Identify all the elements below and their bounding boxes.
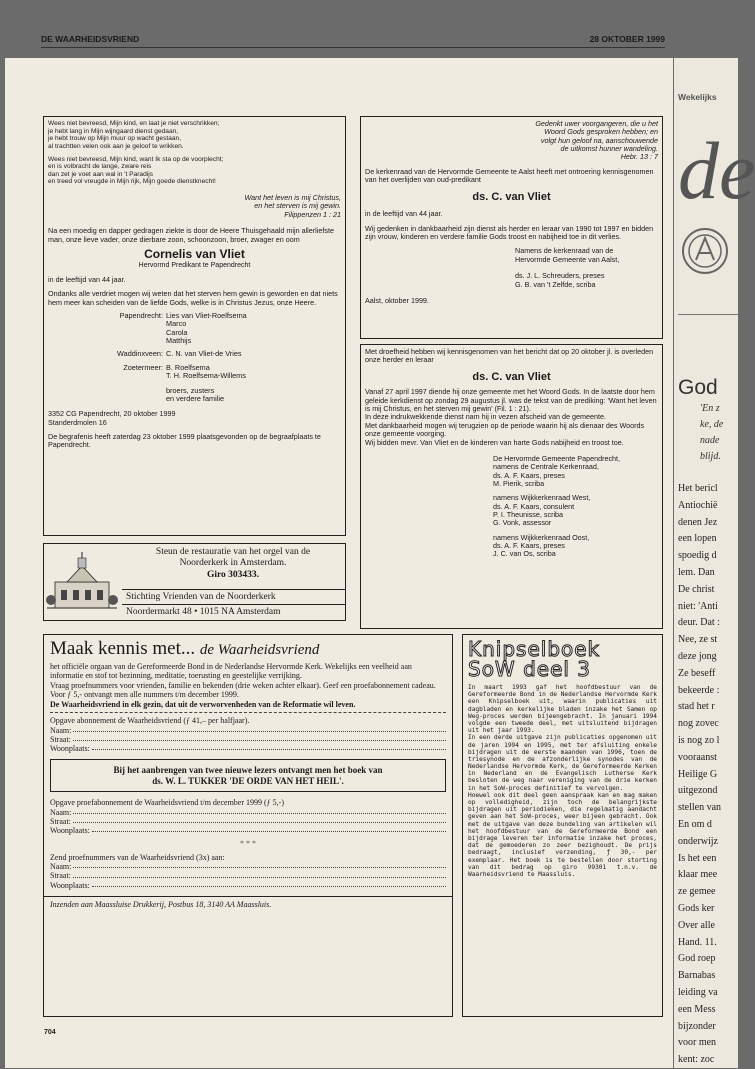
family-names: Lies van Vliet-Roelfsema Marco Carola Matthijs	[166, 310, 247, 346]
emblem-icon	[680, 226, 738, 281]
obituary-place-date: Aalst, oktober 1999.	[365, 295, 429, 305]
publication-name: DE WAARHEIDSVRIEND	[41, 34, 140, 44]
deceased-name: Cornelis van Vliet	[144, 246, 245, 261]
knipselboek-body: In maart 1993 gaf het hoofdbestuur van de Gereformeerde Bond in de Nederlandse Hervormde Kerk een Knipselboek uit, waarin publicaties uit dagbladen en kerkelijke bladen inzake het Samen op Weg-proces werden bijeengebracht. In januari 1994 volgde een tweede deel, met uitsluitend bijdragen uit het jaar 1993. In een derde uitgave zijn publicaties opgenomen uit de jaren 1994 en 1995, met ter afsluiting enkele bijdragen uit de eerste maanden van 1996, toen de triesynode en de afzonderlijke synodes van de Nederlandse Hervormde Kerk, de Gereformeerde Kerken in Nederland en de Evangelisch Lutherse Kerk besloten de weg naar vereniging van de drie kerken in het SoW-proces definitief te vervolgen. Hoewel ook dit deel geen aanspraak kan en mag maken op volledigheid, zijn toch de belangrijkste bijdragen uit periodieken, die regelmatig aandacht geven aan het SoW-proces, weer bijeen gebracht. Ook met de uitgave van deze bundeling van artikelen wil het hoofdbestuur van de Gereformeerde Bond een bijdrage leveren ter informatie inzake het proces, dat de gemoederen zo zeer bezighoudt. De prijs bedraagt, inclusief verzending, ƒ 30,- per exemplaar. Het boek is te bestellen door storting van dit bedrag op giro 99301 t.n.v. de Waarheidsvriend te Maassluis.	[468, 684, 657, 878]
obituary-body: Vanaf 27 april 1997 diende hij onze gemeente met het Woord Gods. In de laatste door hem geleide kerkdienst op zondag 29 augustus jl. was de tekst van de prediking: 'Want het leven is mij Christus, en het sterven mij gewin' (Fil. 1 : 21). In deze indrukwekkende dienst nam hij in vezen afscheid van de gemeente. Met dankbaarheid mogen wij terugzien op de periode waarin hij als dienaar des Woords onze gemeente voorging. Wij bidden mevr. Van Vliet en de kinderen van harte Gods nabijheid en troost toe.	[365, 387, 657, 447]
street-field[interactable]	[50, 735, 446, 744]
bible-quote: Gedenkt uwer voorgangeren, die u het Woord Gods gesproken hebben; en volgt hun geloof na, aanschouwende de uitkomst hunner wandeling. Hebr. 13 : 7	[535, 119, 658, 162]
organ-line-2: Noorderkerk in Amsterdam.	[179, 558, 287, 569]
deceased-name: ds. C. van Vliet	[472, 191, 551, 204]
family-names: C. N. van Vliet-de Vries	[166, 349, 242, 359]
foundation-name: Stichting Vrienden van de Noorderkerk	[126, 592, 276, 602]
name-field[interactable]	[50, 726, 446, 735]
obituary-papendrecht	[360, 344, 663, 629]
family-names: B. Roelfsema T. H. Roelfsema-Willems	[166, 362, 246, 381]
obituary-address: 3352 CG Papendrecht, 20 oktober 1999 Standerdmolen 16	[48, 409, 176, 427]
knipselboek-title: Knipselboek	[468, 637, 601, 661]
promo-body: het officiële orgaan van de Gereformeerde Bond in de Nederlandse Hervormde Kerk. Wekelijks een veelheid aan informatie en stof tot bezinning, meditatie, toerusting en geestelijke verrijking. Vraag proefnummers voor vrienden, familie en bekenden (drie weken achter elkaar). Geef een proefabonnement cadeau. Voor ƒ 5,- ontvangt men alle nummers t/m december 1999.	[50, 661, 436, 700]
signatories: Namens de kerkenraad van de Hervormde Gemeente van Aalst, ds. J. L. Schreuders, preses G. B. van 't Zelfde, scriba	[515, 246, 620, 289]
obituary-aalst	[360, 116, 663, 339]
burial-notice: De begrafenis heeft zaterdag 23 oktober 1999 plaatsgevonden op de begraafplaats te Papendrecht.	[48, 432, 321, 450]
street-label: Straat:	[50, 734, 71, 744]
poem-stanza-1: Wees niet bevreesd, Mijn kind, en laat je niet verschrikken; je hebt lang in Mijn wijngaard dienst gedaan, je hebt trouw op Mijn muur op wacht gestaan, al trachtten velen ook aan je geloof te wrikken.	[48, 120, 220, 150]
family-place: Waddinxveen:	[117, 349, 163, 359]
family-names: broers, zusters en verdere familie	[166, 385, 224, 404]
family-place	[48, 387, 166, 404]
name-label: Naam:	[50, 862, 72, 872]
book-offer: Bij het aanbrengen van twee nieuwe lezers ontvangt men het boek van ds. W. L. TUKKER 'DE ORDE VAN HET HEIL'.	[50, 759, 446, 792]
obituary-intro: Na een moedig en dapper gedragen ziekte is door de Heere Thuisgehaald mijn allerliefste man, onze lieve vader, onze dierbare zoon, schoonzoon, broer, zwager en oom	[48, 226, 334, 244]
name-label: Naam:	[50, 725, 72, 735]
street-field[interactable]	[50, 871, 446, 880]
giro-number: Giro 303433.	[206, 569, 260, 580]
promo-publication: de Waarheidsvriend	[199, 642, 320, 658]
signatories-central: De Hervormde Gemeente Papendrecht, namens de Centrale Kerkenraad, ds. A. F. Kaars, preses M. Pierik, scriba	[493, 453, 621, 488]
next-page-strip	[674, 58, 755, 1068]
bible-quote: Want het leven is mij Christus, en het sterven is mij gewin. Filippenzen 1 : 21	[244, 193, 341, 219]
street-field[interactable]	[50, 817, 446, 826]
sample-form-title: Zend proefnummers van de Waarheidsvriend (3x) aan:	[50, 852, 225, 862]
city-field[interactable]	[50, 744, 446, 753]
deceased-age: in de leeftijd van 44 jaar.	[365, 209, 443, 219]
subscription-form-title: Opgave abonnement de Waarheidsvriend (ƒ 41,– per halfjaar).	[50, 716, 250, 726]
poem-stanza-2: Wees niet bevreesd, Mijn kind, want Ik sta op de voorplecht; en is volbracht de lange, zware reis dan zet je voet aan wal in 't Paradijs en treed vol vreugde in Mijn rijk, Mijn goede dienstknecht!	[48, 155, 224, 186]
signatories-west: namens Wijkkerkenraad West, ds. A. F. Kaars, consulent P. I. Theunisse, scriba G. Vonk, assessor	[493, 493, 591, 528]
organ-line-1: Steun de restauratie van het orgel van de	[155, 547, 311, 557]
city-field[interactable]	[50, 826, 446, 835]
trial-form-title: Opgave proefabonnement de Waarheidsvriend t/m december 1999 (ƒ 5,-)	[50, 798, 285, 808]
obituary-intro: Met droefheid hebben wij kennisgenomen van het bericht dat op 20 oktober jl. is overleden onze herder en leraar	[365, 347, 654, 365]
knipselboek-ad	[462, 634, 663, 1017]
obituary-body: Ondanks alle verdriet mogen wij weten dat het sterven hem gewin is geworden en dat niets hem meer kan scheiden van de liefde Gods, welke is in Christus Jezus, onze Heere.	[48, 289, 338, 307]
name-field[interactable]	[50, 862, 446, 871]
deceased-role: Hervormd Predikant te Papendrecht	[138, 261, 251, 269]
promo-title: Maak kennis met...	[50, 638, 196, 659]
street-label: Straat:	[50, 871, 71, 881]
foundation-address: Noordermarkt 48 • 1015 NA Amsterdam	[126, 607, 281, 617]
page-header	[41, 34, 665, 48]
city-label: Woonplaats:	[50, 743, 90, 753]
name-field[interactable]	[50, 808, 446, 817]
city-label: Woonplaats:	[50, 826, 90, 836]
promo-title-row	[50, 639, 446, 660]
knipselboek-subtitle: SoW deel 3	[468, 657, 592, 681]
separator-stars: * * *	[240, 839, 256, 849]
family-place: Zoetermeer:	[123, 362, 163, 372]
street-label: Straat:	[50, 816, 71, 826]
promo-slogan: De Waarheidsvriend in elk gezin, dat uit de verworvenheden van de Reformatie wil leven.	[50, 699, 356, 709]
obituary-intro: De kerkenraad van de Hervormde Gemeente te Aalst heeft met ontroering kennisgenomen van het overlijden van oud-predikant	[365, 166, 654, 185]
obituary-body: Wij gedenken in dankbaarheid zijn dienst als herder en leraar van 1990 tot 1997 en bidden zijn vrouw, kinderen en verdere familie Gods troost en nabijheid toe in dit verlies.	[365, 223, 654, 241]
organ-restoration-ad	[43, 543, 346, 621]
next-page-header: Wekelijks	[678, 92, 717, 102]
family-place: Papendrecht:	[119, 310, 163, 320]
city-label: Woonplaats:	[50, 880, 90, 890]
signatories-east: namens Wijkkerkenraad Oost, ds. A. F. Kaars, preses J. C. van Os, scriba	[493, 532, 590, 559]
name-label: Naam:	[50, 807, 72, 817]
page-number: 704	[44, 1029, 56, 1036]
subscription-promo	[43, 634, 453, 1017]
next-page-column: Het bericl Antiochië denen Jez een lopen spoedig d lem. Dan De christ niet: 'Anti deur. Dat : Nee, ze st deze jong Ze beseff bekeerde : stad het r nog zovec is nog zo l vooraanst Heilige G uitgezond stellen van En om d onderwijz Is het een klaar mee ze gemee Gods ker Over alle Hand. 11. God roep Barnabas leiding va een Mess bijzonder voor men kent: zoc	[678, 483, 722, 1066]
next-page-heading: God	[678, 376, 718, 399]
deceased-age: in de leeftijd van 44 jaar.	[48, 274, 126, 284]
next-page-quote: 'En z ke, de nade blijd.	[700, 403, 724, 462]
obituary-family	[43, 116, 346, 536]
mail-to-address: Inzenden aan Maassluise Drukkerij, Postbus 18, 3140 AA Maassluis.	[50, 899, 272, 909]
church-illustration	[47, 552, 117, 612]
deceased-name: ds. C. van Vliet	[472, 370, 551, 383]
next-page-big-title: de	[678, 125, 755, 216]
city-field[interactable]	[50, 881, 446, 890]
issue-date: 28 OKTOBER 1999	[589, 34, 665, 44]
family-list	[48, 312, 341, 404]
